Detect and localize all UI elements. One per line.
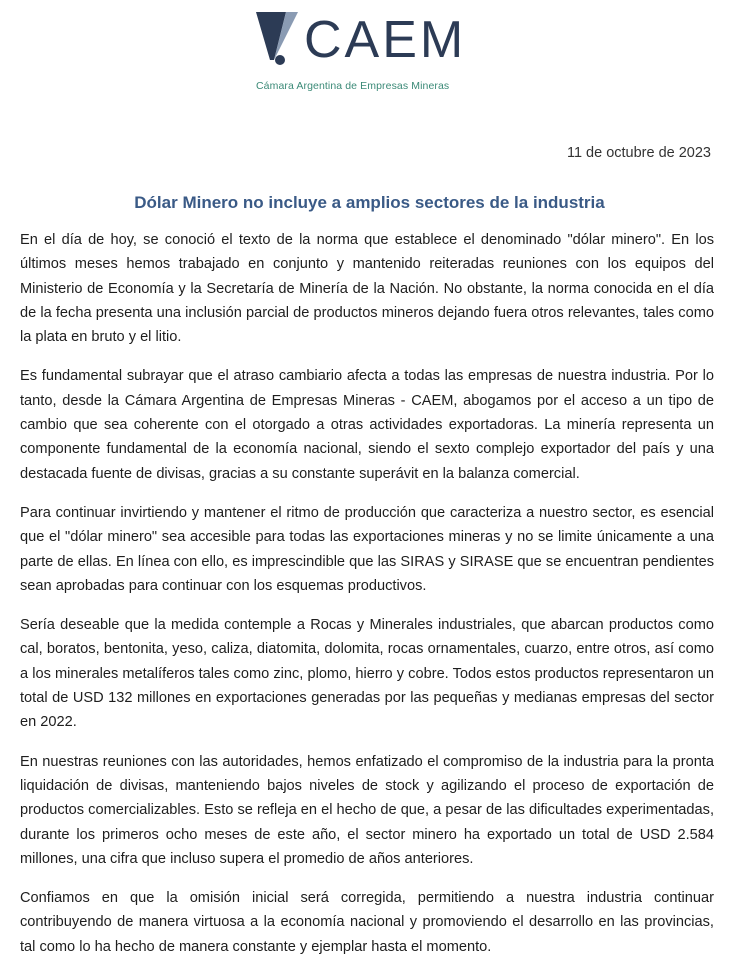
document-date: 11 de octubre de 2023: [566, 145, 711, 161]
paragraph-4: Sería deseable que la medida contemple a Rocas y Minerales industriales, que abarcan productos como cal, boratos, bentonita, yeso, caliza, diatomita, dolomita, rocas ornamentales, cuarzo, entre otros, así como a los minerales metalíferos tales como zinc, plomo, hierro y cobre. Todos estos productos representaron un total de USD 132 millones en exportaciones generadas por las pequeñas y medianas empresas del sector en 2022.: [20, 617, 714, 731]
caem-logo: [252, 10, 482, 94]
document-title: Dólar Minero no incluye a amplios sectores de la industria: [134, 193, 605, 212]
pickaxe-logo-icon: [252, 10, 306, 72]
paragraph-6: Confiamos en que la omisión inicial será corregida, permitiendo a nuestra industria continuar contribuyendo de manera virtuosa a la economía nacional y promoviendo el desarrollo en las provincias, tal como lo ha hecho de manera constante y ejemplar hasta el momento.: [20, 890, 714, 955]
paragraph-1: En el día de hoy, se conoció el texto de la norma que establece el denominado "dólar minero". En los últimos meses hemos trabajado en conjunto y mantenido reiteradas reuniones con los equipos del Ministerio de Economía y la Secretaría de Minería de la Nación. No obstante, la norma conocida en el día de la fecha presenta una inclusión parcial de productos mineros dejando fuera otros relevantes, tales como la plata en bruto y el litio.: [20, 232, 714, 346]
paragraph-5: En nuestras reuniones con las autoridades, hemos enfatizado el compromiso de la industria para la pronta liquidación de divisas, manteniendo bajos niveles de stock y agilizando el proceso de exportación de productos comercializables. Esto se refleja en el hecho de que, a pesar de las dificultades experimentadas, durante los primeros ocho meses de este año, el sector minero ha exportado un total de USD 2.584 millones, una cifra que incluso supera el promedio de años anteriores.: [20, 753, 714, 867]
logo-wordmark: CAEM: [304, 11, 467, 69]
paragraph-3: Para continuar invirtiendo y mantener el ritmo de producción que caracteriza a nuestro sector, es esencial que el "dólar minero" sea accesible para todas las exportaciones mineras y no se limite únicamente a una parte de ellas. En línea con ello, es imprescindible que las SIRAS y SIRASE que se encuentran pendientes sean aprobadas para continuar con los esquemas productivos.: [20, 504, 714, 594]
paragraph-2: Es fundamental subrayar que el atraso cambiario afecta a todas las empresas de nuestra industria. Por lo tanto, desde la Cámara Argentina de Empresas Mineras - CAEM, abogamos por el acceso a un tipo de cambio que sea coherente con el otorgado a otras actividades exportadoras. La minería representa un componente fundamental de la economía nacional, siendo el sexto complejo exportador del país y una destacada fuente de divisas, gracias a su constante superávit en la balanza comercial.: [20, 368, 714, 482]
logo-subtitle: Cámara Argentina de Empresas Mineras: [256, 80, 450, 92]
document-body: [20, 228, 714, 974]
